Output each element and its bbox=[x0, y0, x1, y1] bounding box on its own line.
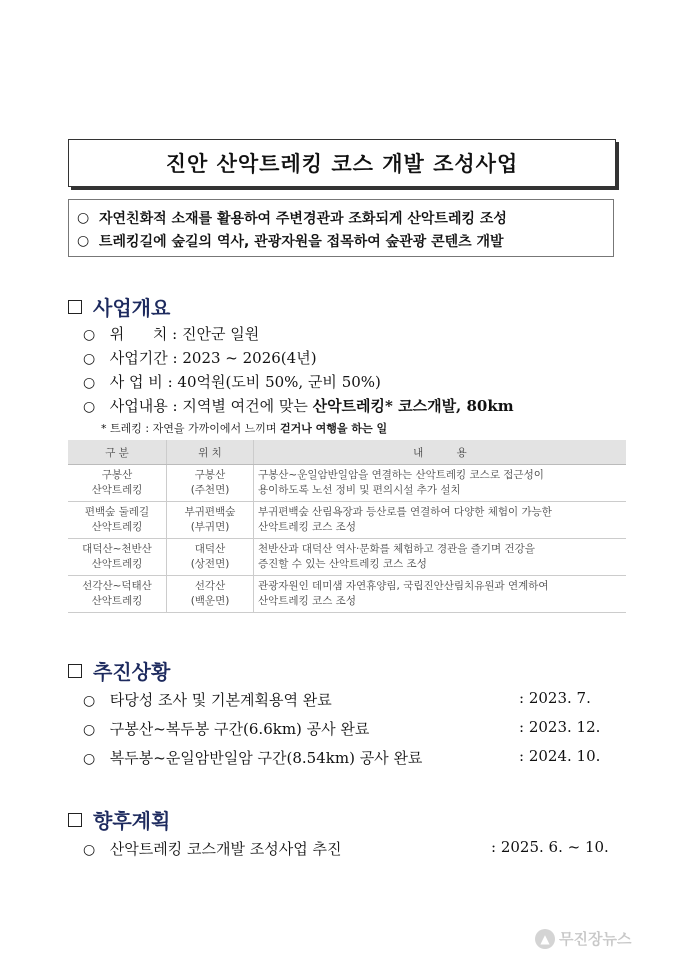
checkbox-square-icon bbox=[68, 300, 82, 314]
table-header-cell: 내 용 bbox=[254, 440, 627, 465]
circle-bullet-icon: ○ bbox=[77, 232, 90, 249]
overview-item bbox=[83, 347, 317, 368]
checkbox-square-icon bbox=[68, 813, 82, 827]
section-heading-overview bbox=[68, 292, 170, 321]
overview-label: 위 치 bbox=[109, 325, 168, 343]
overview-label: 사업내용 bbox=[109, 397, 168, 415]
table-cell-name: 선각산~덕태산 산악트레킹 bbox=[68, 576, 167, 613]
table-cell-location: 구봉산 (주천면) bbox=[167, 465, 254, 502]
overview-label: 사 업 비 bbox=[109, 373, 163, 391]
progress-date: : 2024. 10. bbox=[519, 747, 601, 765]
progress-item bbox=[83, 718, 369, 739]
summary-text: 트레킹길에 숲길의 역사, 관광자원을 접목하여 숲관광 콘텐츠 개발 bbox=[99, 233, 504, 250]
summary-text: 자연친화적 소재를 활용하여 주변경관과 조화되게 산악트레킹 조성 bbox=[99, 210, 507, 227]
table-row bbox=[68, 465, 626, 502]
progress-item bbox=[83, 747, 422, 768]
progress-date: : 2023. 12. bbox=[519, 718, 601, 736]
circle-bullet-icon: ○ bbox=[83, 375, 96, 391]
overview-item bbox=[83, 323, 259, 344]
circle-bullet-icon: ○ bbox=[83, 693, 96, 709]
table-cell-description: 천반산과 대덕산 역사·문화를 체험하고 경관을 즐기며 건강을 증진할 수 있는 산악트레킹 코스 조성 bbox=[254, 539, 627, 576]
circle-bullet-icon: ○ bbox=[83, 399, 96, 415]
table-header-row bbox=[68, 440, 626, 465]
circle-bullet-icon: ○ bbox=[83, 751, 96, 767]
table-cell-location: 선각산 (백운면) bbox=[167, 576, 254, 613]
table-row bbox=[68, 539, 626, 576]
section-heading-plan bbox=[68, 805, 170, 834]
watermark-text: 무진장뉴스 bbox=[559, 930, 632, 948]
overview-value: : 지역별 여건에 맞는 bbox=[172, 397, 313, 415]
overview-value-bold: 산악트레킹* 코스개발, 80km bbox=[312, 397, 514, 415]
checkbox-square-icon bbox=[68, 664, 82, 678]
table-cell-name: 구봉산 산악트레킹 bbox=[68, 465, 167, 502]
overview-item bbox=[83, 395, 514, 416]
trail-table bbox=[68, 440, 626, 613]
progress-date: : 2023. 7. bbox=[519, 689, 591, 707]
table-cell-description: 관광자원인 데미샘 자연휴양림, 국립진안산림치유원과 연계하여 산악트레킹 코스 조성 bbox=[254, 576, 627, 613]
section-heading-text: 사업개요 bbox=[93, 296, 171, 320]
overview-value: : 진안군 일원 bbox=[172, 325, 260, 343]
circle-bullet-icon: ○ bbox=[77, 209, 90, 226]
summary-box bbox=[68, 199, 614, 257]
table-header-cell: 구 분 bbox=[68, 440, 167, 465]
circle-bullet-icon: ○ bbox=[83, 351, 96, 367]
circle-bullet-icon: ○ bbox=[83, 722, 96, 738]
progress-text: 타당성 조사 및 기본계획용역 완료 bbox=[109, 691, 332, 709]
overview-item bbox=[83, 371, 381, 392]
footnote-text: * 트레킹 : 자연을 가까이에서 느끼며 bbox=[101, 422, 280, 435]
overview-value: : 2023 ~ 2026(4년) bbox=[172, 349, 317, 367]
section-heading-progress bbox=[68, 656, 170, 685]
section-heading-text: 향후계획 bbox=[93, 809, 171, 833]
plan-text: 산악트레킹 코스개발 조성사업 추진 bbox=[109, 840, 342, 858]
overview-value: : 40억원(도비 50%, 군비 50%) bbox=[167, 373, 381, 391]
table-row bbox=[68, 502, 626, 539]
table-cell-description: 부귀편백숲 산림욕장과 등산로를 연결하여 다양한 체험이 가능한 산악트레킹 코스 조성 bbox=[254, 502, 627, 539]
progress-text: 복두봉~운일암반일암 구간(8.54km) 공사 완료 bbox=[109, 749, 423, 767]
overview-label: 사업기간 bbox=[109, 349, 168, 367]
table-row bbox=[68, 576, 626, 613]
table-cell-location: 대덕산 (상전면) bbox=[167, 539, 254, 576]
table-header-cell: 위 치 bbox=[167, 440, 254, 465]
table-cell-name: 대덕산~천반산 산악트레킹 bbox=[68, 539, 167, 576]
document-title bbox=[68, 139, 616, 187]
table-cell-description: 구봉산~운일암반일암을 연결하는 산악트레킹 코스로 접근성이 용이하도록 노선 정비 및 편의시설 추가 설치 bbox=[254, 465, 627, 502]
summary-line bbox=[77, 206, 613, 229]
circle-bullet-icon: ○ bbox=[83, 327, 96, 343]
mountain-logo-icon: ▲ bbox=[535, 929, 555, 949]
section-heading-text: 추진상황 bbox=[93, 660, 171, 684]
watermark bbox=[535, 928, 631, 949]
document-title-text: 진안 산악트레킹 코스 개발 조성사업 bbox=[165, 152, 519, 176]
progress-item bbox=[83, 689, 332, 710]
footnote-bold: 걷거나 여행을 하는 일 bbox=[279, 422, 388, 435]
plan-item bbox=[83, 838, 341, 859]
progress-text: 구봉산~복두봉 구간(6.6km) 공사 완료 bbox=[109, 720, 370, 738]
footnote bbox=[101, 420, 387, 436]
circle-bullet-icon: ○ bbox=[83, 842, 96, 858]
table-cell-name: 편백숲 둘레길 산악트레킹 bbox=[68, 502, 167, 539]
summary-line bbox=[77, 229, 613, 252]
table-cell-location: 부귀편백숲 (부귀면) bbox=[167, 502, 254, 539]
plan-date: : 2025. 6. ~ 10. bbox=[491, 838, 609, 856]
